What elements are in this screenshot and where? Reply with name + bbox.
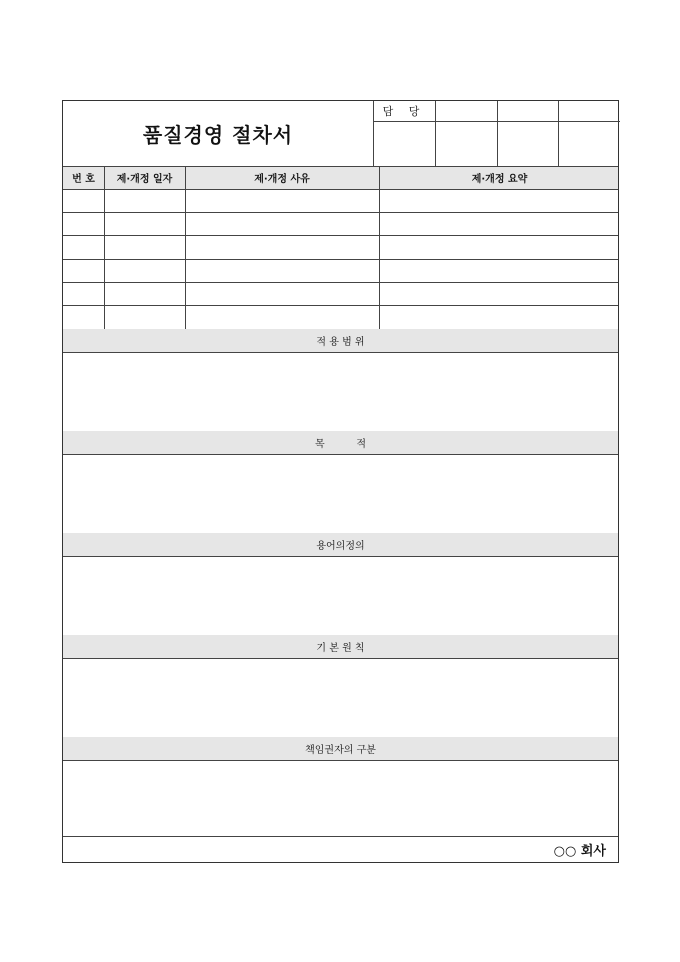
company-name: ○○ 회사 [553, 843, 606, 859]
section-scope-body[interactable] [63, 352, 618, 431]
approval-signature-cell[interactable] [435, 121, 497, 166]
approval-signature-cell[interactable] [497, 121, 558, 166]
section-purpose-body[interactable] [63, 454, 618, 533]
header-reason: 제·개정 사유 [254, 174, 310, 185]
header-number: 번 호 [72, 174, 95, 185]
section-responsibility-body[interactable] [63, 760, 618, 836]
approval-signature-cell[interactable] [558, 121, 620, 166]
header-summary: 제·개정 요약 [471, 174, 528, 185]
approval-label: 담 당 [382, 105, 426, 118]
section-definitions-body[interactable] [63, 556, 618, 635]
section-definitions-header: 용어의정의 [63, 533, 618, 556]
table-row [63, 235, 618, 236]
section-principles-header: 기 본 원 칙 [63, 635, 618, 658]
section-scope-header: 적 용 범 위 [63, 329, 618, 352]
section-responsibility-header: 책임권자의 구분 [63, 737, 618, 760]
table-row [63, 259, 618, 260]
procedure-form [62, 100, 619, 863]
section-purpose-header: 목 적 [63, 431, 618, 454]
section-principles-body[interactable] [63, 658, 618, 737]
document-title: 품질경영 절차서 [142, 123, 294, 147]
table-row [63, 305, 618, 306]
header-date: 제·개정 일자 [116, 174, 173, 185]
table-row [63, 212, 618, 213]
section-divider [63, 836, 618, 837]
table-row [63, 282, 618, 283]
table-border [63, 189, 618, 190]
approval-signature-cell[interactable] [373, 121, 435, 166]
